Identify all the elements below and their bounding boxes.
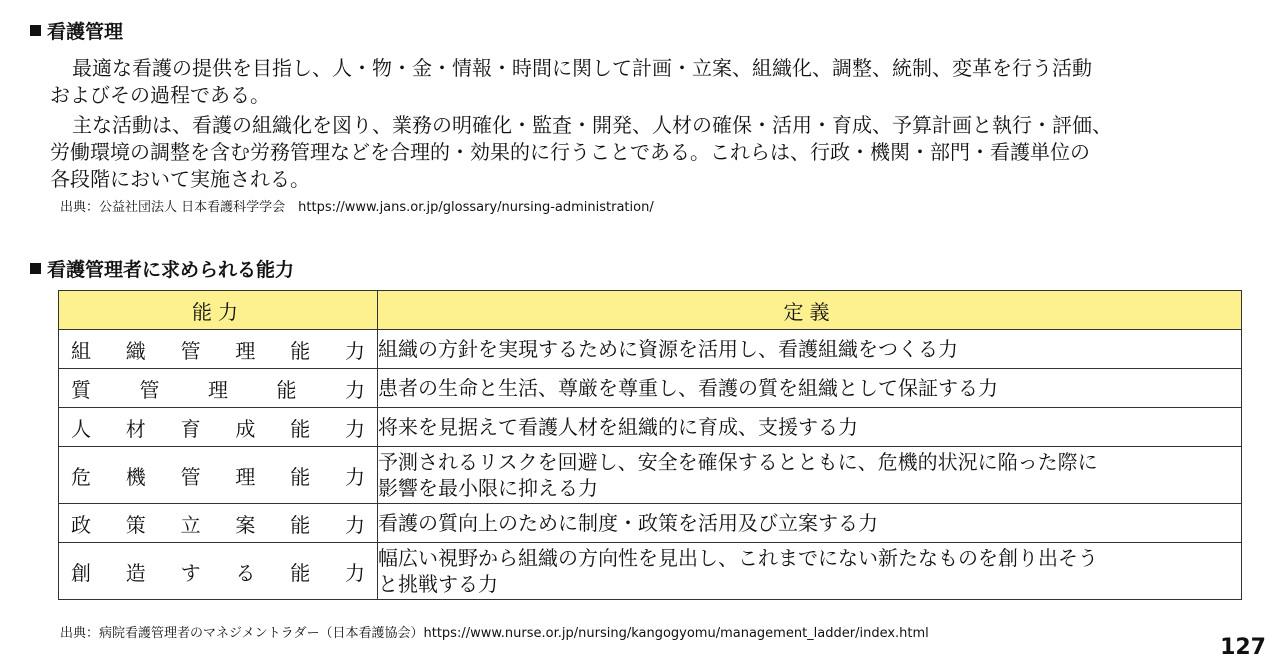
section-heading-nursing-management [30,20,123,44]
ability-name [59,374,377,403]
paragraph-line: 各段階において実施される。 [50,167,310,191]
abilities-table [58,290,1242,600]
ability-name-char: 能 [276,377,297,402]
ability-name-char: 能 [290,512,311,537]
source-citation-2: 出典：病院看護管理者のマネジメントラダー（日本看護協会）https://www.nurse.or.jp/nursing/kangogyomu/management_ladder/index.html [60,626,929,641]
ability-name-char: 人 [71,416,91,441]
square-bullet-icon [30,263,41,274]
section-heading-text: 看護管理 [47,21,124,43]
ability-name-char: 理 [235,338,256,363]
definition-line: 組織の方針を実現するために資源を活用し、看護組織をつくる力 [378,337,958,361]
ability-name-char: 質 [71,377,91,402]
ability-name-char: 造 [125,560,146,585]
ability-name-cell [59,504,378,543]
ability-name-char: 組 [71,338,91,363]
ability-name-char: 管 [139,377,160,402]
ability-name-char: 織 [125,338,146,363]
table-row [59,408,1242,447]
ability-definition-cell [378,408,1242,447]
column-header-definition: 定義 [378,291,1242,330]
ability-name-char: 力 [344,512,365,537]
ability-name-char: 危 [71,464,91,489]
ability-name [59,557,377,586]
ability-name-char: 力 [344,338,365,363]
definition-line: 影響を最小限に抑える力 [378,476,598,500]
table-row [59,447,1242,504]
ability-name-char: 能 [290,416,311,441]
ability-name-cell [59,543,378,600]
ability-name-char: 力 [344,560,365,585]
ability-name-char: 材 [125,416,146,441]
table-row [59,330,1242,369]
paragraph-line: 最適な看護の提供を目指し、人・物・金・情報・時間に関して計画・立案、組織化、調整、統制、変革を行う活動 [72,56,1092,80]
ability-name-char: 理 [208,377,228,402]
ability-definition-cell [378,543,1242,600]
definition-line: 幅広い視野から組織の方向性を見出し、これまでにない新たなものを創り出そう [378,546,1098,570]
ability-definition-cell [378,369,1242,408]
ability-name-char: 管 [180,464,201,489]
table-row [59,504,1242,543]
ability-definition-cell [378,504,1242,543]
ability-name [59,413,377,442]
ability-name-char: る [235,560,256,585]
section-heading-required-abilities [30,258,294,282]
ability-name-cell [59,408,378,447]
square-bullet-icon [30,25,41,36]
column-header-ability: 能力 [59,291,378,330]
ability-name-char: 政 [71,512,91,537]
ability-name [59,509,377,538]
ability-name-char: 能 [290,338,311,363]
ability-name-cell [59,447,378,504]
source-citation-1: 出典：公益社団法人 日本看護科学学会 https://www.jans.or.jp/glossary/nursing-administration/ [60,200,654,215]
ability-name-char: 策 [125,512,146,537]
ability-name-char: 立 [180,512,201,537]
table-header-row [59,291,1242,330]
page-number: 127 [1220,635,1266,660]
definition-line: 看護の質向上のために制度・政策を活用及び立案する力 [378,511,878,535]
definition-paragraph-1 [50,55,1250,109]
ability-name-cell [59,369,378,408]
definition-paragraph-2 [50,112,1250,193]
definition-line: と挑戦する力 [378,572,498,596]
table-row [59,543,1242,600]
ability-name-char: 育 [180,416,201,441]
definition-line: 患者の生命と生活、尊厳を尊重し、看護の質を組織として保証する力 [378,376,998,400]
ability-name-char: 力 [344,416,365,441]
paragraph-line: 労働環境の調整を含む労務管理などを合理的・効果的に行うことである。これらは、行政・機関・部門・看護単位の [50,140,1090,164]
ability-name-char: 案 [235,512,256,537]
definition-line: 予測されるリスクを回避し、安全を確保するとともに、危機的状況に陥った際に [378,450,1098,474]
definition-line: 将来を見据えて看護人材を組織的に育成、支援する力 [378,415,858,439]
ability-name-char: 理 [235,464,256,489]
ability-definition-cell [378,330,1242,369]
ability-name-char: 機 [125,464,146,489]
paragraph-line: 主な活動は、看護の組織化を図り、業務の明確化・監査・開発、人材の確保・活用・育成、予算計画と執行・評価、 [72,113,1112,137]
ability-name [59,335,377,364]
ability-name-char: 能 [290,464,311,489]
section-heading-text: 看護管理者に求められる能力 [47,259,295,281]
table-row [59,369,1242,408]
ability-name-char: 能 [290,560,311,585]
ability-name-char: す [180,560,201,585]
ability-name-char: 創 [71,560,91,585]
ability-definition-cell [378,447,1242,504]
ability-name-char: 成 [235,416,256,441]
ability-name-char: 管 [180,338,201,363]
table-body [59,330,1242,600]
ability-name-char: 力 [345,377,365,402]
ability-name [59,461,377,490]
ability-name-cell [59,330,378,369]
paragraph-line: およびその過程である。 [50,83,270,107]
ability-name-char: 力 [344,464,365,489]
